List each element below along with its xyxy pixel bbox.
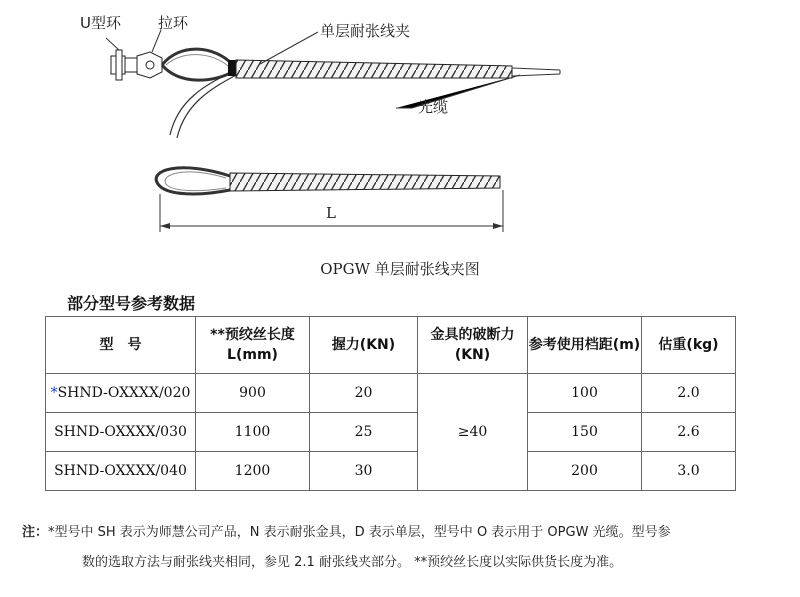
clamp-drawing (0, 0, 800, 290)
cell-span: 150 (528, 413, 642, 452)
label-pull-ring: 拉环 (158, 14, 189, 32)
cell-model: *SHND-OXXXX/020 (46, 374, 196, 413)
cell-model: SHND-OXXXX/040 (46, 452, 196, 491)
label-length: L (326, 204, 336, 222)
cell-model: SHND-OXXXX/030 (46, 413, 196, 452)
label-u-ring: U型环 (80, 14, 121, 32)
clamp-diagram-svg (0, 0, 800, 290)
top-rods (236, 60, 512, 78)
header-model: 型 号 (46, 317, 196, 374)
cell-grip: 20 (310, 374, 418, 413)
cell-length: 1200 (196, 452, 310, 491)
cell-span: 200 (528, 452, 642, 491)
header-length: **预绞丝长度 L(mm) (196, 317, 310, 374)
cell-break-force: ≥40 (418, 374, 528, 491)
footnote-line-1: 注：*型号中 SH 表示为师慧公司产品，N 表示耐张金具，D 表示单层，型号中 O 表示用于 OPGW 光缆。型号参 (22, 525, 671, 540)
cell-weight: 3.0 (642, 452, 736, 491)
footnote-label: 注： (22, 525, 49, 540)
figure-caption: OPGW 单层耐张线夹图 (320, 260, 480, 278)
label-cable: 光缆 (418, 98, 449, 116)
u-ring-shape (111, 50, 137, 80)
table-row (46, 452, 736, 491)
cell-grip: 25 (310, 413, 418, 452)
spec-table (45, 316, 736, 491)
label-clamp: 单层耐张线夹 (320, 22, 411, 40)
bottom-loop (156, 168, 230, 194)
header-span: 参考使用档距(m) (528, 317, 642, 374)
header-grip: 握力(KN) (310, 317, 418, 374)
leader-pull-ring (152, 30, 161, 52)
pull-ring-shape (137, 52, 162, 78)
star-mark: * (50, 385, 58, 401)
cell-span: 100 (528, 374, 642, 413)
cell-weight: 2.6 (642, 413, 736, 452)
footnote (22, 518, 782, 578)
leader-clamp (260, 32, 318, 64)
leader-cable (396, 75, 520, 108)
cell-grip: 30 (310, 452, 418, 491)
cell-length: 1100 (196, 413, 310, 452)
band-mark (228, 60, 236, 76)
cell-weight: 2.0 (642, 374, 736, 413)
header-break: 金具的破断力(KN) (418, 317, 528, 374)
header-weight: 估重(kg) (642, 317, 736, 374)
table-header-row (46, 317, 736, 374)
table-row (46, 374, 736, 413)
top-loop (162, 49, 232, 80)
table-row (46, 413, 736, 452)
cell-length: 900 (196, 374, 310, 413)
leader-u-ring (106, 38, 119, 50)
section-title: 部分型号参考数据 (67, 294, 196, 313)
footnote-line-2: 数的选取方法与耐张线夹相同，参见 2.1 耐张线夹部分。 **预绞丝长度以实际供货长度为准。 (82, 555, 623, 570)
bottom-rods (230, 173, 500, 191)
